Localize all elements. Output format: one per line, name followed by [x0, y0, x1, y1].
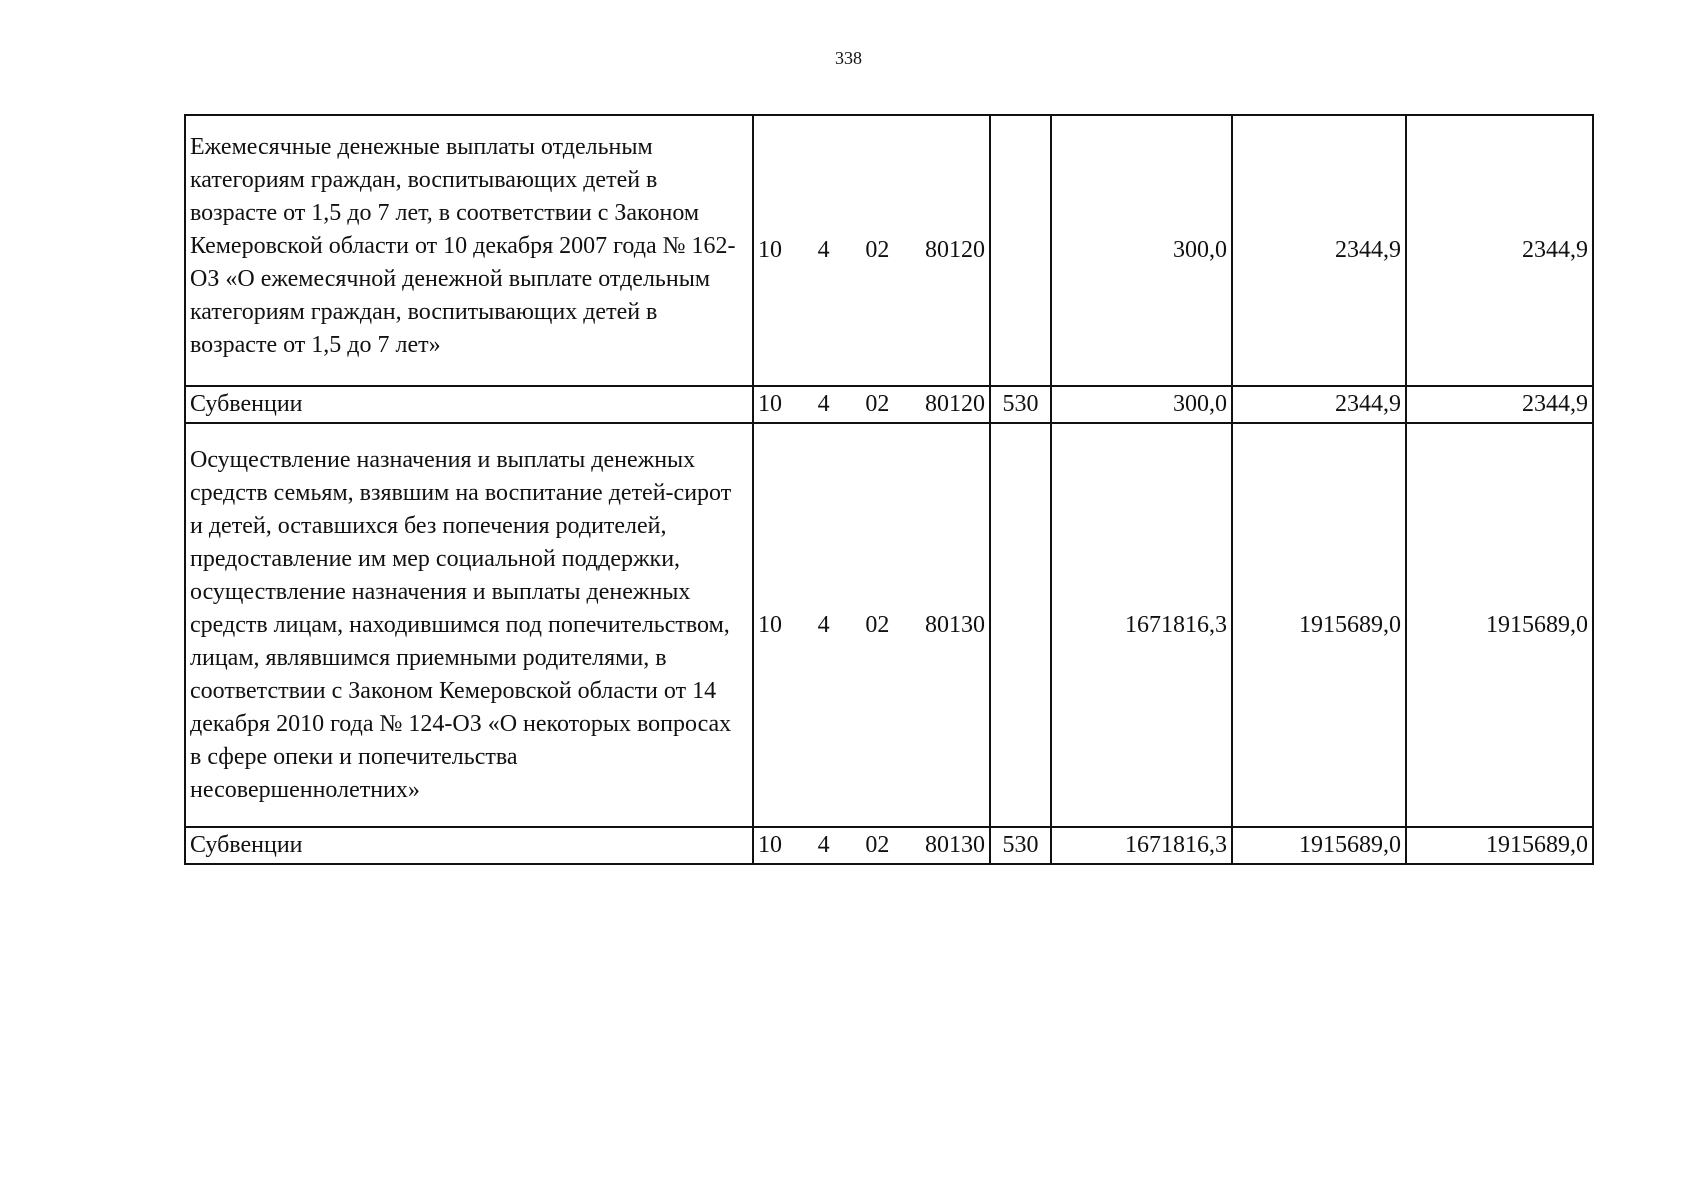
classification-codes: [753, 115, 990, 386]
code-direction: 80120: [924, 237, 985, 263]
code-direction: 80130: [924, 611, 985, 638]
code-program: 4: [817, 832, 830, 858]
table-row: [185, 423, 1593, 827]
expense-type: [990, 115, 1051, 386]
code-subprogram: 02: [865, 391, 890, 417]
code-program: 4: [817, 391, 830, 417]
table-row: [185, 827, 1593, 864]
table-row: [185, 115, 1593, 386]
amount-3: 2344,9: [1406, 115, 1593, 386]
row-name: Субвенции: [185, 827, 753, 864]
budget-table: [184, 114, 1594, 865]
amount-1: 300,0: [1051, 115, 1232, 386]
amount-2: 1915689,0: [1232, 827, 1406, 864]
code-program: 4: [817, 611, 830, 638]
code-section: 10: [758, 832, 782, 858]
amount-1: 1671816,3: [1051, 423, 1232, 827]
code-subprogram: 02: [865, 611, 890, 638]
table-row: [185, 386, 1593, 423]
classification-codes: [753, 423, 990, 827]
amount-1: 300,0: [1051, 386, 1232, 423]
code-direction: 80120: [924, 391, 985, 417]
code-subprogram: 02: [865, 237, 890, 263]
classification-codes: [753, 386, 990, 423]
code-direction: 80130: [924, 832, 985, 858]
code-section: 10: [758, 237, 782, 263]
expense-type: [990, 423, 1051, 827]
page-number: 338: [835, 48, 862, 68]
amount-3: 2344,9: [1406, 386, 1593, 423]
amount-3: 1915689,0: [1406, 423, 1593, 827]
expense-type: 530: [990, 386, 1051, 423]
classification-codes: [753, 827, 990, 864]
amount-2: 2344,9: [1232, 386, 1406, 423]
code-program: 4: [817, 237, 830, 263]
amount-3: 1915689,0: [1406, 827, 1593, 864]
amount-2: 1915689,0: [1232, 423, 1406, 827]
expense-type: 530: [990, 827, 1051, 864]
amount-2: 2344,9: [1232, 115, 1406, 386]
code-section: 10: [758, 391, 782, 417]
row-name: Субвенции: [185, 386, 753, 423]
row-name: Ежемесячные денежные выплаты отдельным категориям граждан, воспитывающих детей в возрасте от 1,5 до 7 лет, в соответствии с Законом Кемеровской области от 10 декабря 2007 года № 162-ОЗ «О ежемесячной денежной выплате отдельным категориям граждан, воспитывающих детей в возрасте от 1,5 до 7 лет»: [185, 115, 753, 386]
row-name: Осуществление назначения и выплаты денежных средств семьям, взявшим на воспитание детей-сирот и детей, оставшихся без попечения родителей, предоставление им мер социальной поддержки, осуществление назначения и выплаты денежных средств лицам, находившимся под попечительством, лицам, являвшимся приемными родителями, в соответствии с Законом Кемеровской области от 14 декабря 2010 года № 124-ОЗ «О некоторых вопросах в сфере опеки и попечительства несовершеннолетних»: [185, 423, 753, 827]
amount-1: 1671816,3: [1051, 827, 1232, 864]
code-section: 10: [758, 611, 782, 638]
code-subprogram: 02: [865, 832, 890, 858]
